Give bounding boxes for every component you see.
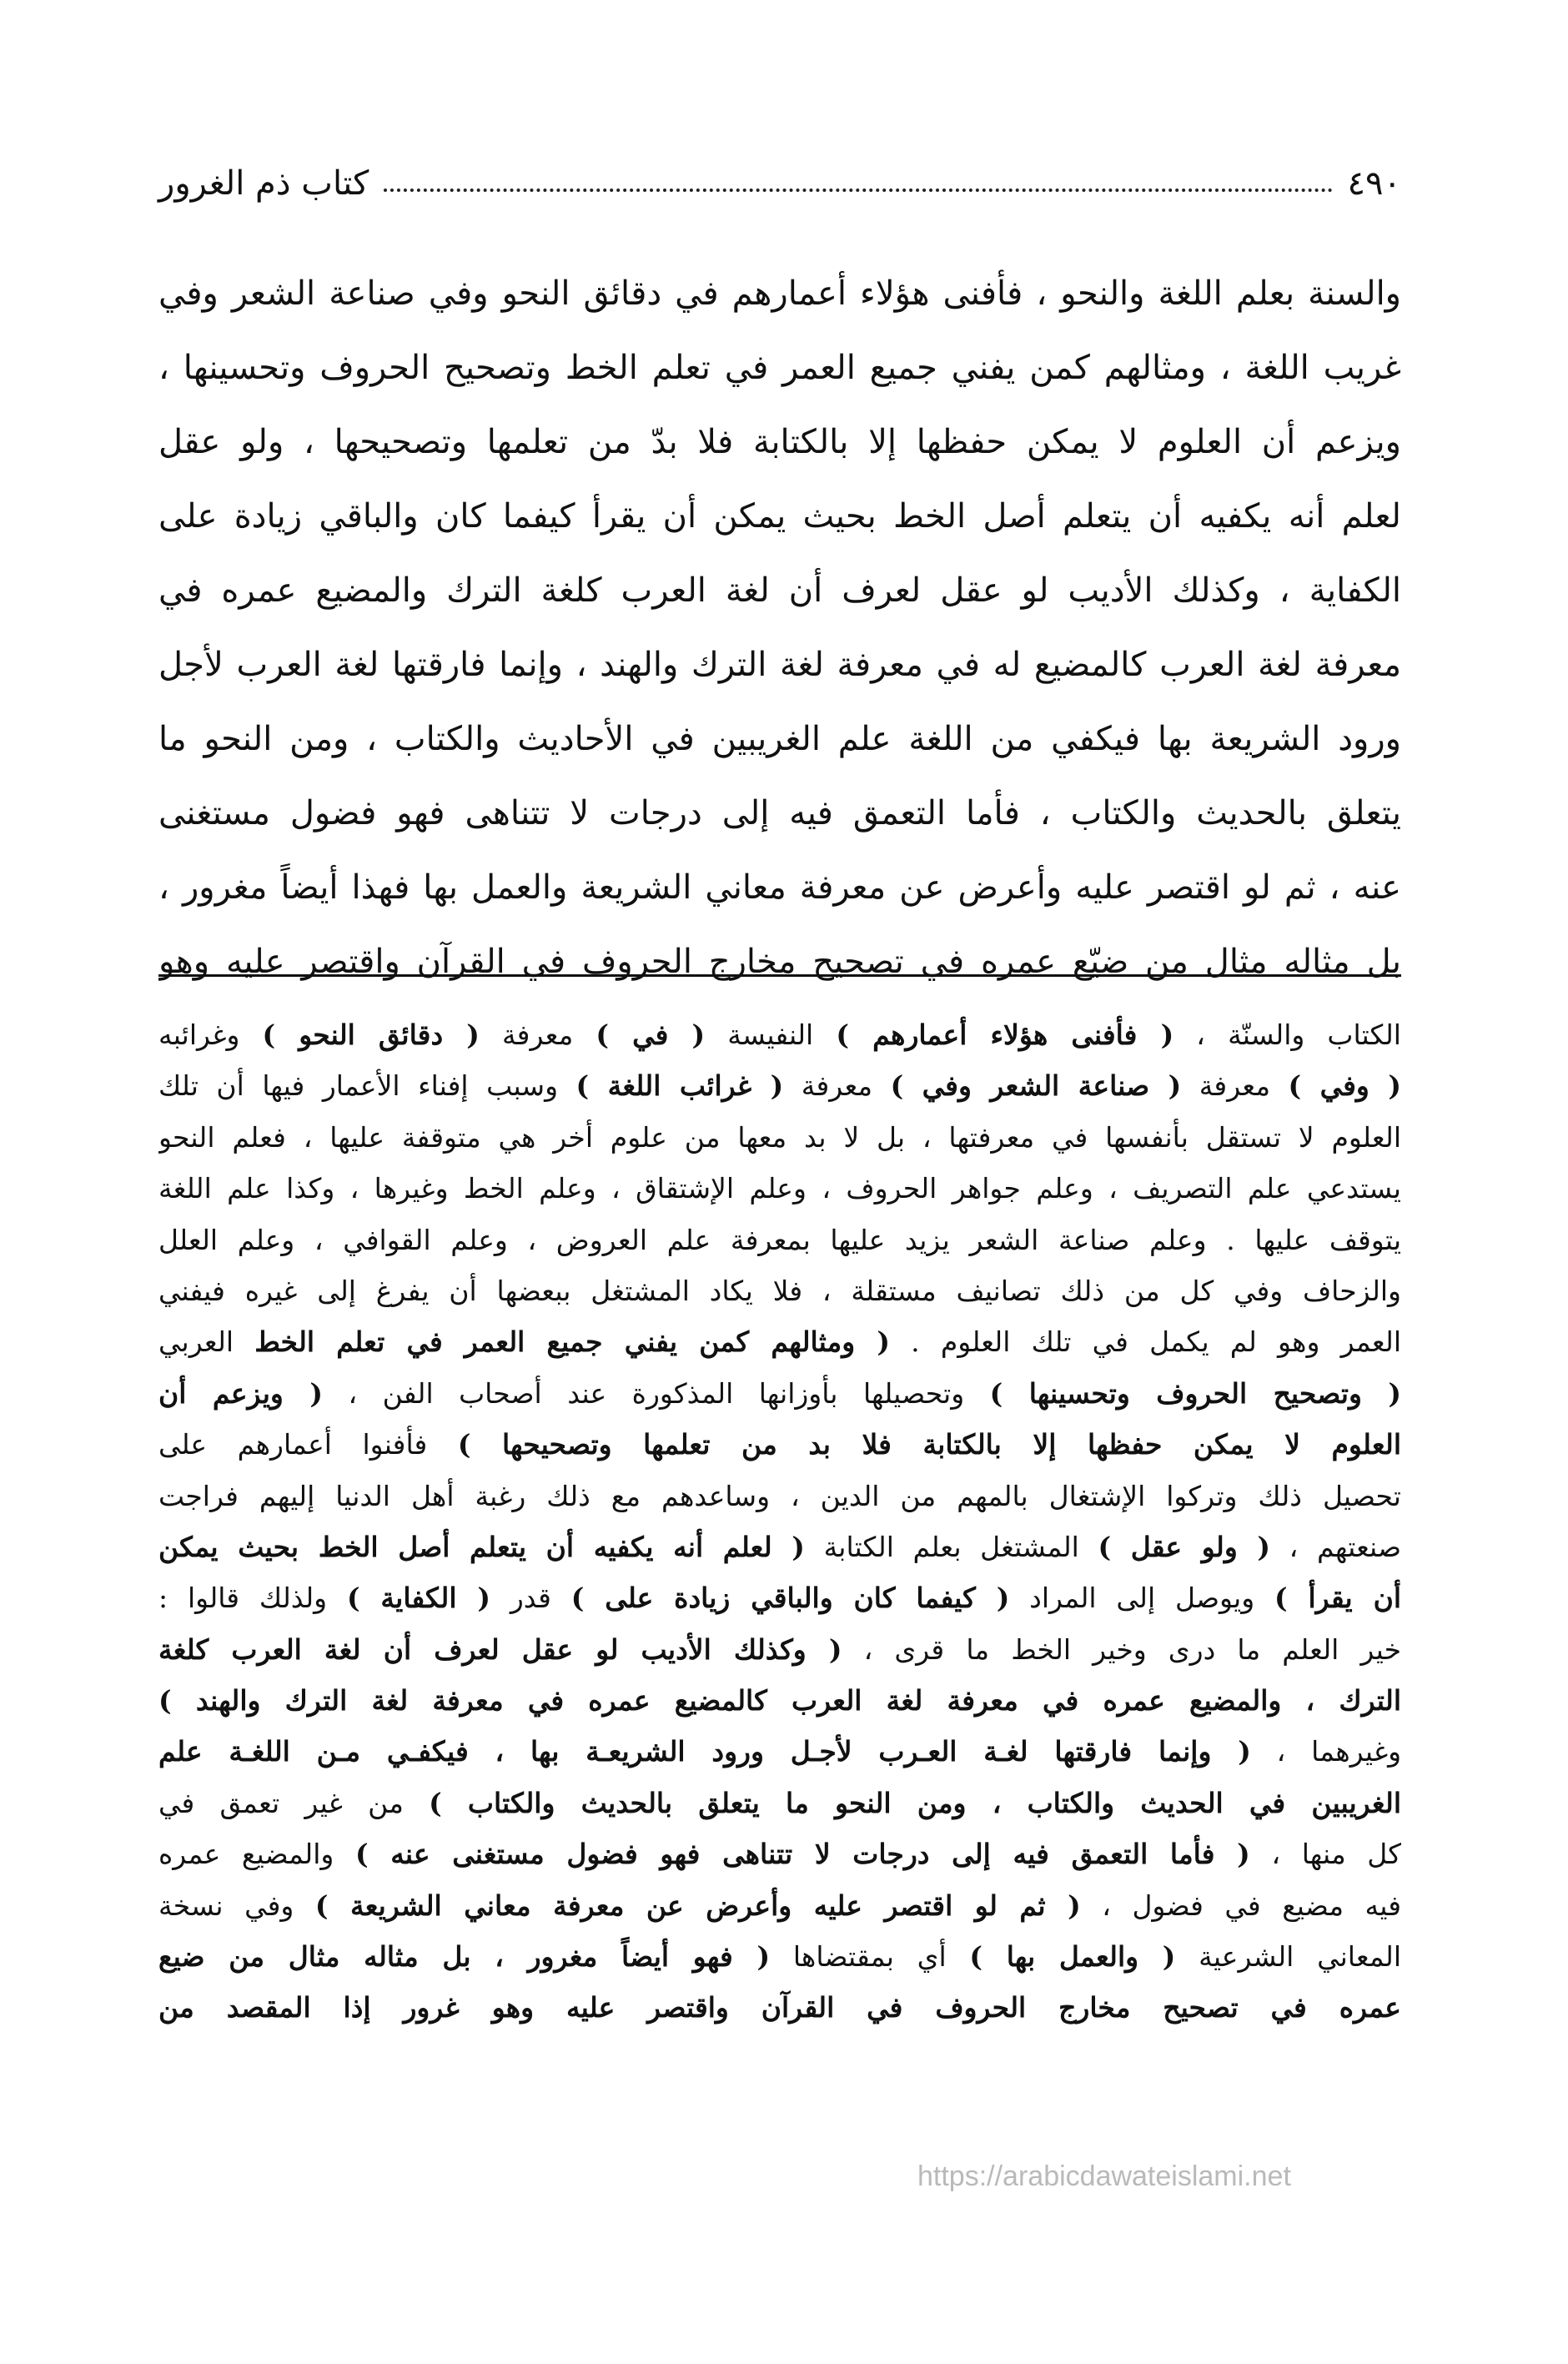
commentary-text-segment: فيه مضيع في فضول ،	[1080, 1889, 1401, 1922]
commentary-text-segment: العربي	[158, 1325, 255, 1359]
commentary-line	[158, 1060, 1401, 1111]
quoted-text-segment: ( دقائق النحو )	[262, 1019, 480, 1051]
quoted-text-segment: ( فأما التعمق فيه إلى درجات لا تتناهى فهو فضول مستغنى عنه )	[354, 1838, 1250, 1871]
commentary-text-segment: يستدعي علم التصريف ، وعلم جواهر الحروف ، وعلم الإشتقاق ، وعلم الخط وغيرها ، وكذا علم اللغة	[158, 1172, 1401, 1205]
commentary-line	[158, 1316, 1401, 1367]
commentary-text-segment: أي بمقتضاها	[770, 1940, 970, 1974]
main-text-line: يتعلق بالحديث والكتاب ، فأما التعمق فيه إلى درجات لا تتناهى فهو فضول مستغنى	[158, 794, 1401, 832]
commentary-line	[158, 1880, 1401, 1931]
commentary-line	[158, 1471, 1401, 1522]
quoted-text-segment: الترك ، والمضيع عمره في معرفة لغة العرب كالمضيع عمره في معرفة لغة الترك والهند )	[158, 1684, 1401, 1718]
commentary-text-segment: وسبب إفناء الأعمار فيها أن تلك	[158, 1069, 576, 1103]
commentary-line	[158, 1778, 1401, 1828]
main-text-line: ورود الشريعة بها فيكفي من اللغة علم الغريبين في الأحاديث والكتاب ، ومن النحو ما	[158, 720, 1401, 758]
commentary-text-segment: من غير تعمق في	[158, 1786, 430, 1819]
page-number: ٤٩٠	[1347, 164, 1401, 203]
commentary-block	[158, 1009, 1401, 2034]
commentary-text-segment: كل منها ،	[1249, 1838, 1401, 1871]
quoted-text-segment: ( ولو عقل )	[1098, 1530, 1271, 1563]
commentary-text-segment: العمر وهو لم يكمل في تلك العلوم .	[889, 1325, 1401, 1359]
quoted-text-segment: عمره في تصحيح مخارج الحروف في القرآن واقتصر عليه وهو غرور إذا المقصد من	[158, 1991, 1401, 2024]
commentary-line	[158, 1624, 1401, 1675]
commentary-line	[158, 1009, 1401, 1060]
leader-dots	[384, 189, 1332, 192]
watermark-url: https://arabicdawateislami.net	[917, 2160, 1291, 2192]
commentary-text-segment: معرفة	[479, 1019, 596, 1051]
main-text-line: عنه ، ثم لو اقتصر عليه وأعرض عن معرفة معاني الشريعة والعمل بها فهذا أيضاً مغرور ،	[158, 868, 1401, 907]
commentary-text-segment: خير العلم ما درى وخير الخط ما قرى ،	[842, 1632, 1401, 1666]
commentary-line	[158, 1572, 1401, 1623]
commentary-text-segment: الكتاب والسنّة ،	[1173, 1019, 1401, 1051]
quoted-text-segment: الغريبين في الحديث والكتاب ، ومن النحو ما يتعلق بالحديث والكتاب )	[429, 1786, 1401, 1819]
main-text-line: بل مثاله مثال من ضيّع عمره في تصحيح مخارج الحروف في القرآن واقتصر عليه وهو	[158, 943, 1401, 981]
commentary-text-segment: النفيسة	[705, 1019, 837, 1051]
commentary-text-segment: صنعتهم ،	[1270, 1530, 1401, 1563]
commentary-line	[158, 1828, 1401, 1879]
commentary-text-segment: وغيرهما ،	[1250, 1735, 1401, 1768]
quoted-text-segment: ( وفي )	[1288, 1069, 1401, 1103]
quoted-text-segment: ( لعلم أنه يكفيه أن يتعلم أصل الخط بحيث يمكن	[158, 1530, 805, 1563]
running-head	[158, 154, 1401, 213]
commentary-text-segment: ويوصل إلى المراد	[1009, 1582, 1275, 1615]
commentary-line	[158, 1931, 1401, 1982]
quoted-text-segment: ( ويزعم أن	[158, 1376, 323, 1410]
commentary-text-segment: العلوم لا تستقل بأنفسها في معرفتها ، بل لا بد معها من علوم أخر هي متوقفة عليها ، فعلم النحو	[158, 1120, 1401, 1154]
commentary-line	[158, 1982, 1401, 2033]
commentary-text-segment: ولذلك قالوا :	[158, 1582, 347, 1615]
quoted-text-segment: ( وإنما فارقتها لغـة العـرب لأجـل ورود الشريعـة بها ، فيكفـي مـن اللغـة علم	[158, 1735, 1251, 1768]
commentary-line	[158, 1368, 1401, 1419]
quoted-text-segment: ( والعمل بها )	[969, 1940, 1176, 1974]
commentary-line	[158, 1522, 1401, 1572]
quoted-text-segment: ( ومثالهم كمن يفني جميع العمر في تعلم الخط	[254, 1325, 890, 1359]
quoted-text-segment: أن يقرأ )	[1274, 1582, 1401, 1615]
commentary-text-segment: وتحصيلها بأوزانها المذكورة عند أصحاب الفن ،	[322, 1376, 990, 1410]
quoted-text-segment: ( ثم لو اقتصر عليه وأعرض عن معرفة معاني الشريعة )	[314, 1889, 1081, 1922]
commentary-text-segment: يتوقف عليها . وعلم صناعة الشعر يزيد عليها بمعرفة علم العروض ، وعلم القوافي ، وعلم العلل	[158, 1223, 1401, 1256]
commentary-text-segment: المعاني الشرعية	[1175, 1940, 1401, 1974]
main-text-line: والسنة بعلم اللغة والنحو ، فأفنى هؤلاء أعمارهم في دقائق النحو وفي صناعة الشعر وفي	[158, 274, 1401, 313]
quoted-text-segment: ( كيفما كان والباقي زيادة على )	[570, 1582, 1010, 1615]
main-text-line: غريب اللغة ، ومثالهم كمن يفني جميع العمر في تعلم الخط وتصحيح الحروف وتحسينها ،	[158, 349, 1401, 387]
commentary-text-segment: وغرائبه	[158, 1019, 263, 1051]
commentary-text-segment: المشتغل بعلم الكتابة	[804, 1530, 1098, 1563]
quoted-text-segment: ( وتصحيح الحروف وتحسينها )	[989, 1376, 1401, 1410]
commentary-text-segment: والزحاف وفي كل من ذلك تصانيف مستقلة ، فلا يكاد المشتغل ببعضها أن يفرغ إلى غيره فيفني	[158, 1274, 1401, 1307]
main-text-line: معرفة لغة العرب كالمضيع له في معرفة لغة الترك والهند ، وإنما فارقتها لغة العرب لأجل	[158, 646, 1401, 684]
quoted-text-segment: ( فأفنى هؤلاء أعمارهم )	[836, 1019, 1174, 1051]
book-title: كتاب ذم الغرور	[158, 164, 369, 203]
commentary-text-segment: قدر	[490, 1582, 571, 1615]
main-text-line: ويزعم أن العلوم لا يمكن حفظها إلا بالكتابة فلا بدّ من تعلمها وتصحيحها ، ولو عقل	[158, 423, 1401, 461]
commentary-line	[158, 1163, 1401, 1214]
commentary-line	[158, 1215, 1401, 1265]
quoted-text-segment: ( فهو أيضاً مغرور ، بل مثاله مثال من ضيع	[158, 1940, 771, 1974]
commentary-line	[158, 1112, 1401, 1163]
quoted-text-segment: ( غرائب اللغة )	[575, 1069, 784, 1103]
commentary-text-segment: وفي نسخة	[158, 1889, 315, 1922]
commentary-text-segment: معرفة	[783, 1069, 891, 1103]
quoted-text-segment: ( الكفاية )	[346, 1582, 490, 1615]
main-text-line: الكفاية ، وكذلك الأديب لو عقل لعرف أن لغة العرب كلغة الترك والمضيع عمره في	[158, 571, 1401, 610]
quoted-text-segment: ( صناعة الشعر وفي )	[890, 1069, 1182, 1103]
footnote-separator	[158, 974, 1401, 977]
quoted-text-segment: ( وكذلك الأديب لو عقل لعرف أن لغة العرب كلغة	[158, 1632, 842, 1666]
commentary-text-segment: معرفة	[1181, 1069, 1289, 1103]
commentary-line	[158, 1675, 1401, 1726]
quoted-text-segment: العلوم لا يمكن حفظها إلا بالكتابة فلا بد من تعلمها وتصحيحها )	[457, 1428, 1401, 1461]
main-text-line: لعلم أنه يكفيه أن يتعلم أصل الخط بحيث يمكن أن يقرأ كيفما كان والباقي زيادة على	[158, 497, 1401, 536]
commentary-line	[158, 1726, 1401, 1777]
commentary-line	[158, 1419, 1401, 1470]
quoted-text-segment: ( في )	[596, 1019, 706, 1051]
commentary-text-segment: تحصيل ذلك وتركوا الإشتغال بالمهم من الدين ، وساعدهم مع ذلك رغبة أهل الدنيا إليهم فراجت	[158, 1479, 1401, 1512]
main-text-block	[158, 257, 1401, 999]
commentary-line	[158, 1265, 1401, 1316]
commentary-text-segment: والمضيع عمره	[158, 1838, 355, 1871]
commentary-text-segment: فأفنوا أعمارهم على	[158, 1428, 458, 1461]
